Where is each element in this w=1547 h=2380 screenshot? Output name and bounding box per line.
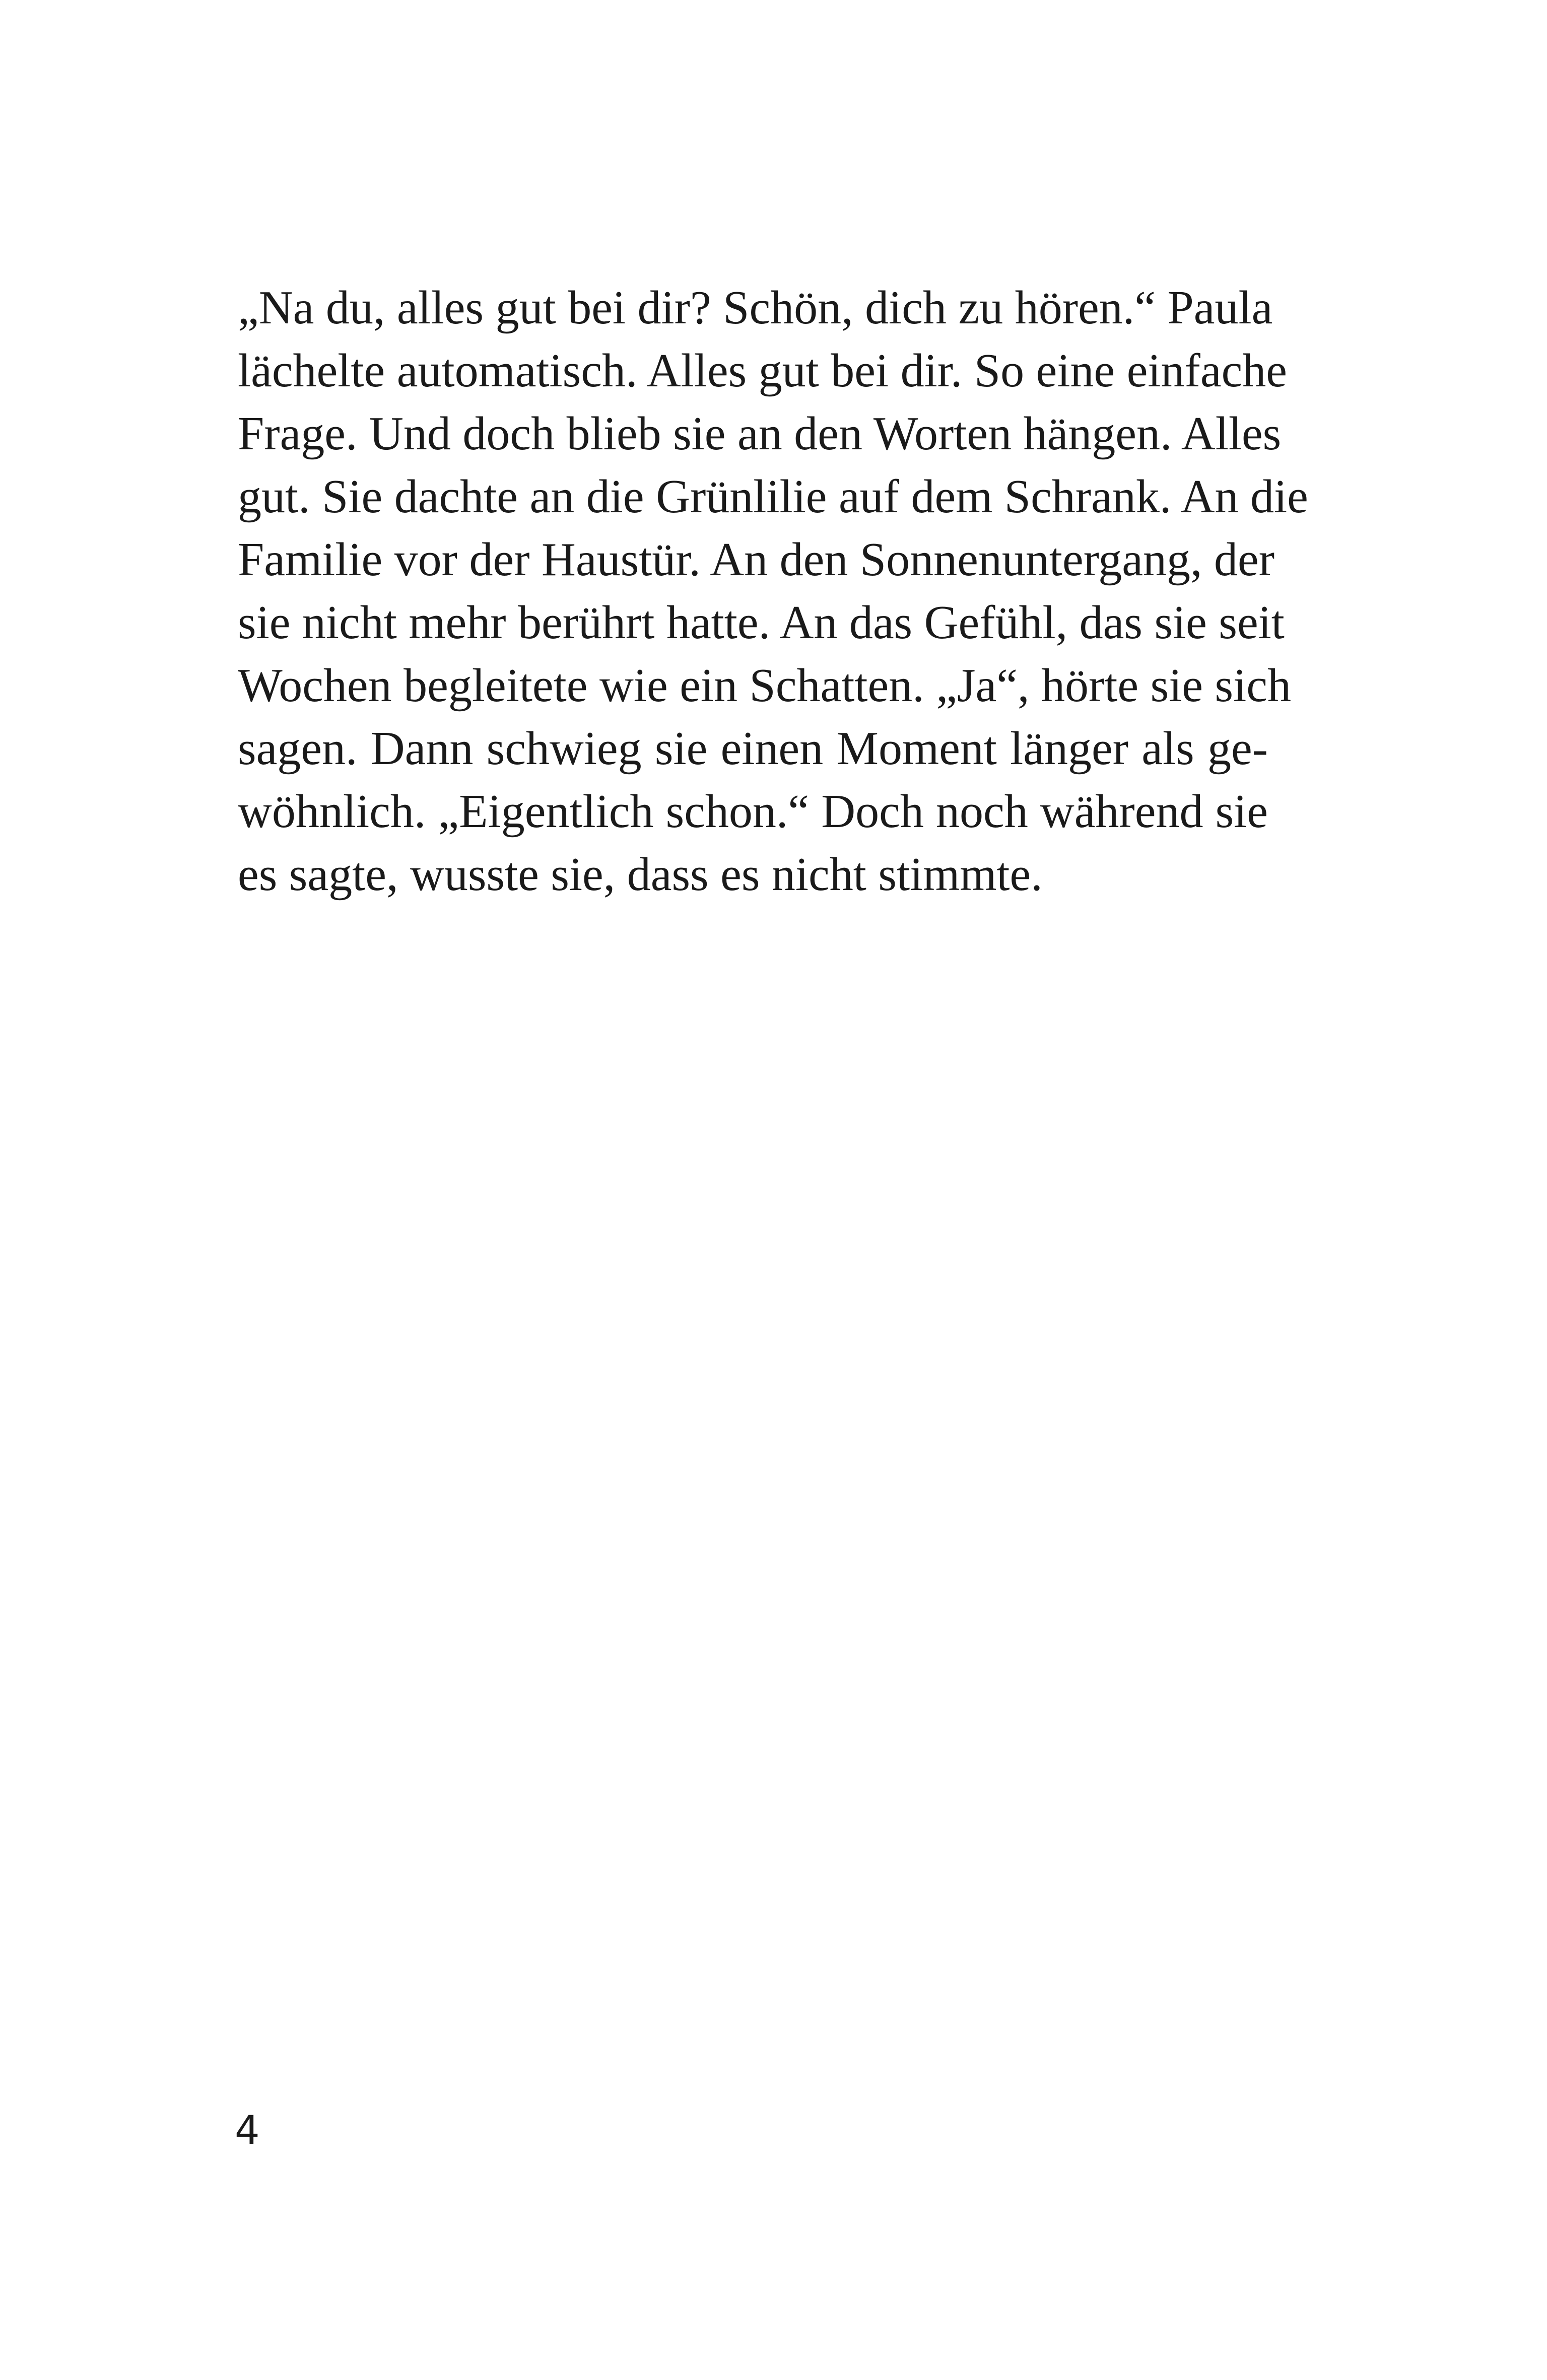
paragraph-line: gut. Sie dachte an die Grünlilie auf dem Schrank. An die [238,470,1308,523]
paragraph-line: Wochen begleitete wie ein Schatten. „Ja“, hörte sie sich [238,659,1291,712]
body-paragraph [238,277,1308,906]
page-number: 4 [235,2108,260,2153]
paragraph-line: „Na du, alles gut bei dir? Schön, dich zu hören.“ Paula [238,282,1273,334]
paragraph-line: lächelte automatisch. Alles gut bei dir. So eine einfache [238,345,1288,397]
paragraph-line: Frage. Und doch blieb sie an den Worten hängen. Alles [238,407,1282,460]
paragraph-line: sagen. Dann schwieg sie einen Moment länger als ge- [238,722,1268,775]
paragraph-line: wöhnlich. „Eigentlich schon.“ Doch noch während sie [238,785,1268,838]
paragraph-line: Familie vor der Haustür. An den Sonnenuntergang, der [238,533,1275,586]
paragraph-line: sie nicht mehr berührt hatte. An das Gefühl, das sie seit [238,596,1285,649]
paragraph-line: es sagte, wusste sie, dass es nicht stimmte. [238,848,1043,901]
